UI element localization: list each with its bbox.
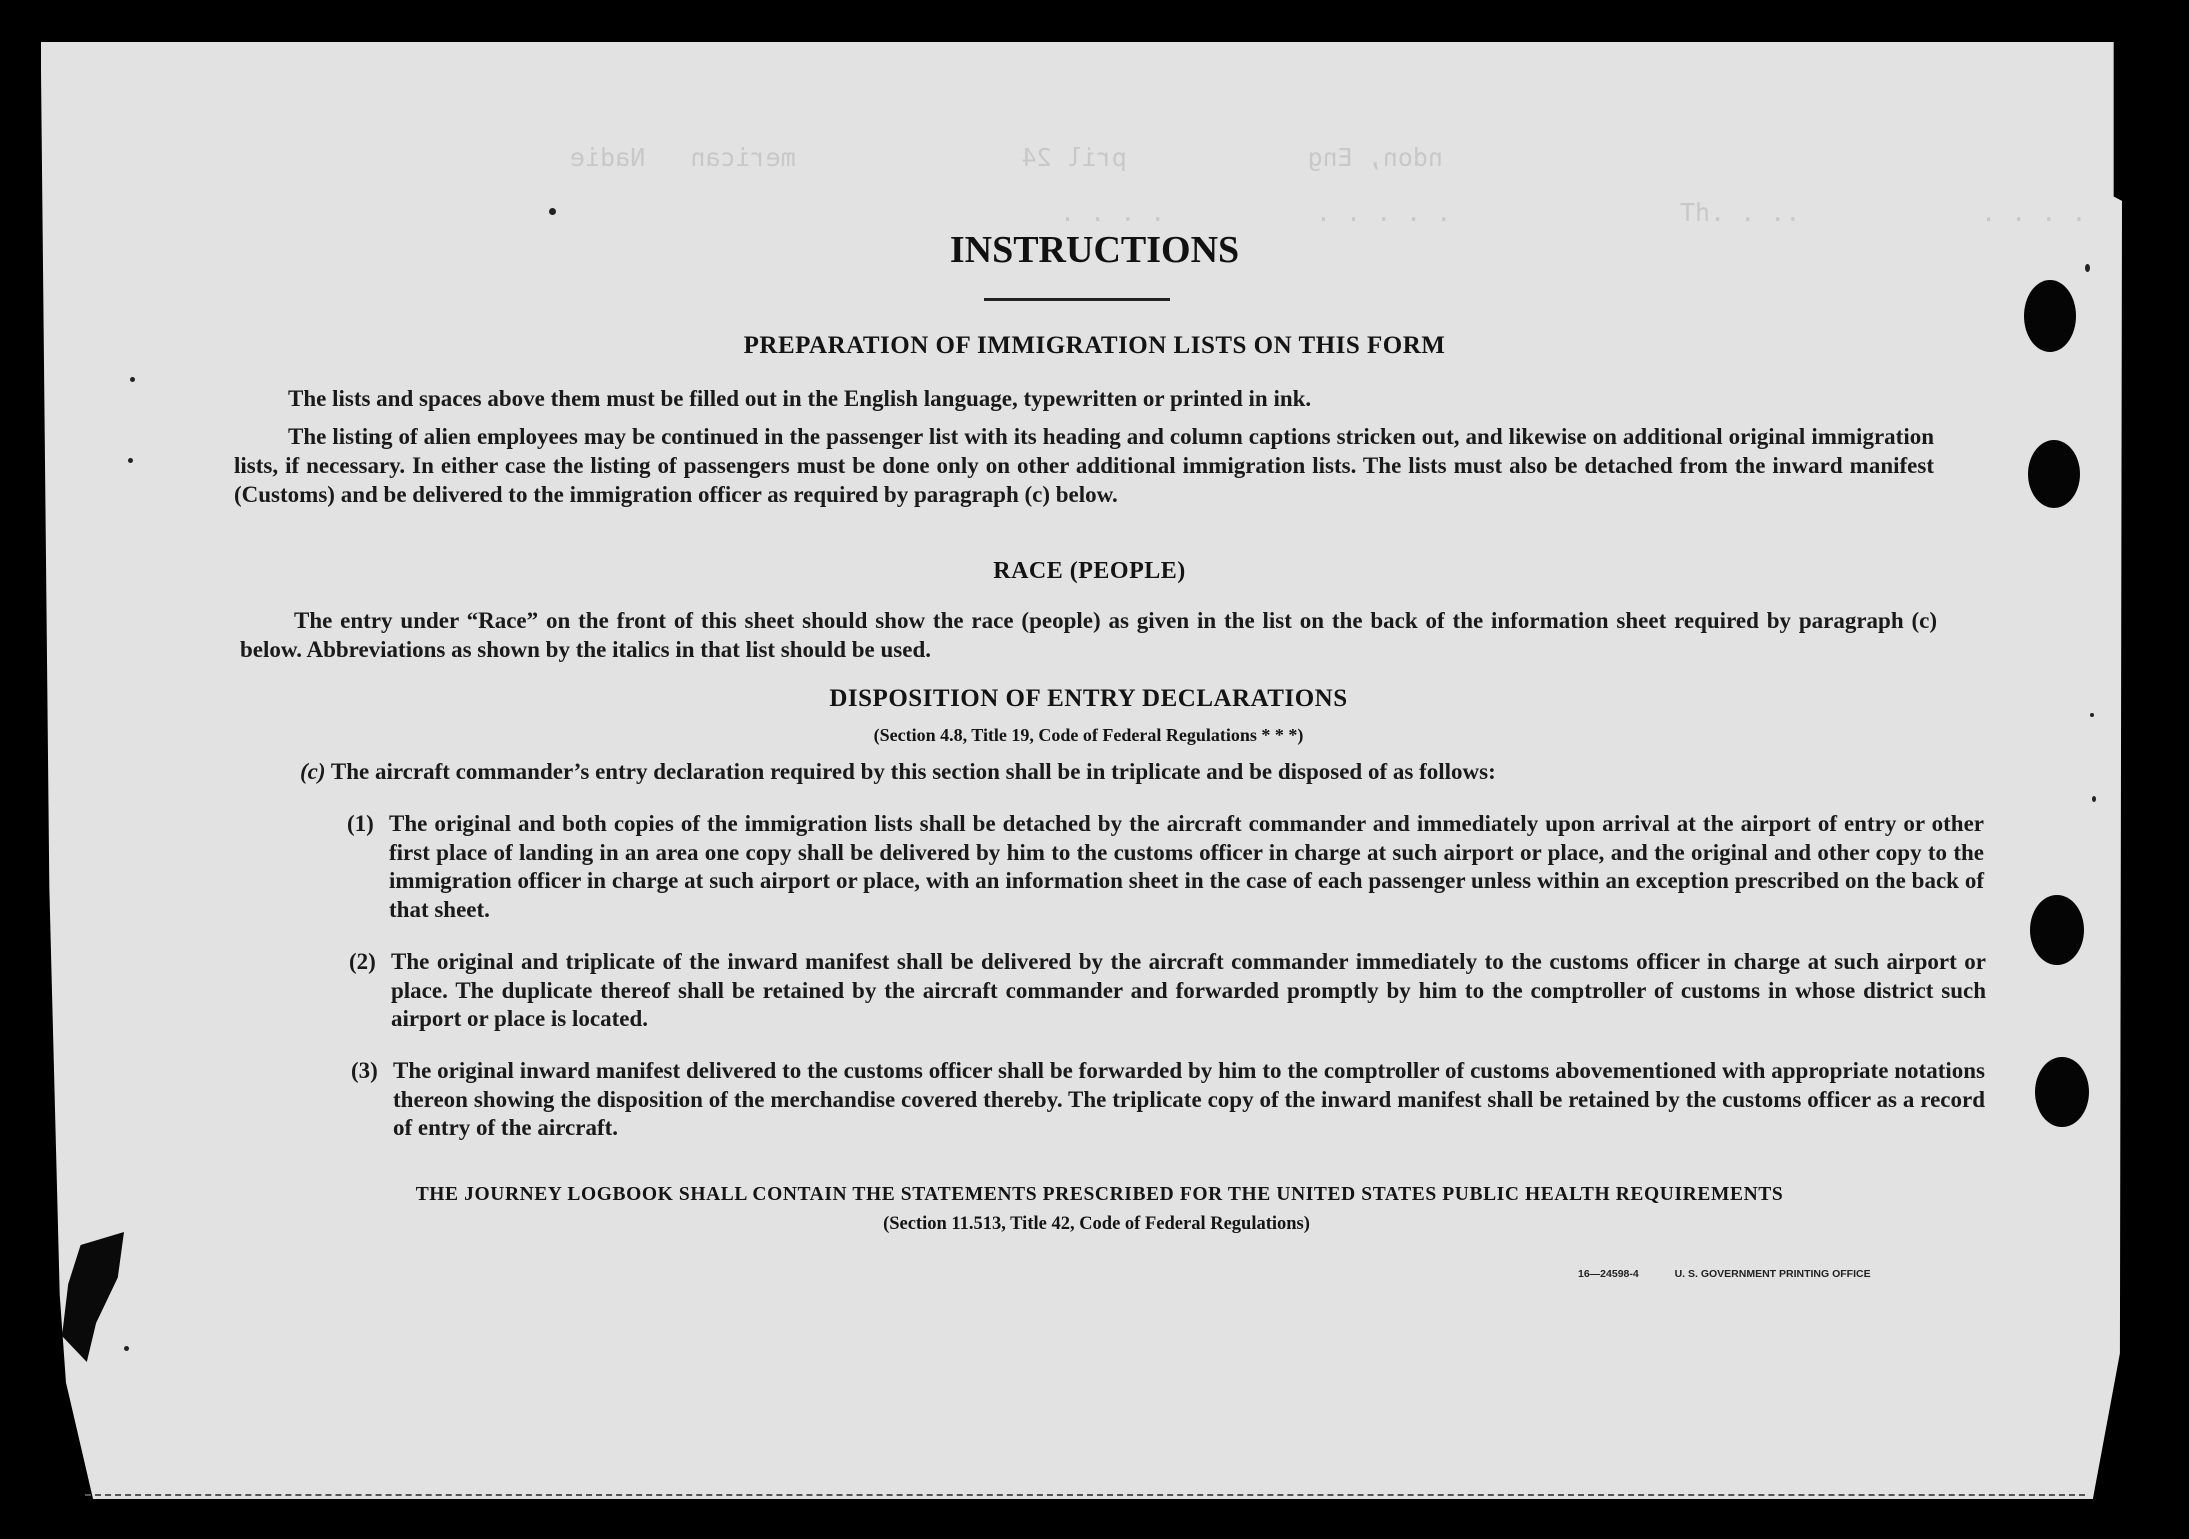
list-item-2	[349, 948, 1986, 1034]
list-item-number: (2)	[349, 949, 376, 974]
speck	[128, 458, 133, 463]
heading-race: RACE (PEOPLE)	[993, 558, 1186, 584]
printer-imprint	[1578, 1268, 1871, 1280]
heading-preparation: PREPARATION OF IMMIGRATION LISTS ON THIS FORM	[743, 332, 1446, 359]
punch-hole-4	[2035, 1057, 2089, 1127]
list-item-1	[347, 810, 1984, 924]
title-underline	[984, 298, 1170, 301]
bottom-edge-line	[85, 1494, 2085, 1496]
speck	[130, 377, 135, 382]
list-item-text: The original inward manifest delivered to the customs officer shall be forwarded by him to the comptroller of customs abovementioned with appropriate notations thereon showing the disposition of the merchandise covered thereby. The triplicate copy of the inward manifest shall be retained by the customs officer as a record of entry of the aircraft.	[393, 1058, 1985, 1140]
speck	[2090, 713, 2094, 717]
paragraph-lists-language: The lists and spaces above them must be filled out in the English language, typewritten or printed in ink.	[288, 386, 1312, 411]
intro-paragraph-c	[300, 757, 1940, 786]
speck	[124, 1346, 129, 1351]
speck	[2092, 796, 2096, 802]
bleed-through-line-1: ndon, Eng pril 24 merican Nadie	[570, 143, 1443, 172]
list-item-text: The original and triplicate of the inward manifest shall be delivered by the aircraft commander immediately to the customs officer in charge at such airport or place. The duplicate thereof shall be retained by the aircraft commander and forwarded promptly by him to the comptroller of customs in whose district such airport or place is located.	[391, 949, 1986, 1031]
list-item-text: The original and both copies of the immigration lists shall be detached by the aircraft commander and immediately upon arrival at the airport of entry or other first place of landing in an area one copy shall be delivered by him to the customs officer in charge at such airport or place, and the original and other copy to the immigration officer in charge at such airport or place, with an information sheet in the case of each passenger unless within an exception prescribed on the back of that sheet.	[389, 811, 1984, 922]
intro-text: The aircraft commander’s entry declaration required by this section shall be in triplicate and be disposed of as follows:	[330, 759, 1496, 784]
intro-label: (c)	[300, 759, 326, 784]
bleed-through-line-3: Th. . .. . . . .	[1680, 198, 2177, 227]
page-title: INSTRUCTIONS	[949, 229, 1240, 271]
citation-section-11-513: (Section 11.513, Title 42, Code of Federal Regulations)	[883, 1214, 1310, 1234]
public-health-statement: THE JOURNEY LOGBOOK SHALL CONTAIN THE STATEMENTS PRESCRIBED FOR THE UNITED STATES PUBLIC HEALTH REQUIREMENTS	[415, 1184, 1784, 1205]
bleed-through-line-2: . . . . . . . . .	[1060, 198, 1527, 227]
punch-hole-2	[2028, 440, 2080, 508]
paragraph-alien-employees: The listing of alien employees may be continued in the passenger list with its heading and column captions stricken out, and likewise on additional original immigration lists, if necessary. In either case the listing of passengers must be done only on other additional immigration lists. The lists must also be detached from the inward manifest (Customs) and be delivered to the immigration officer as required by paragraph (c) below.	[234, 424, 1934, 507]
citation-section-4-8: (Section 4.8, Title 19, Code of Federal Regulations * * *)	[873, 725, 1304, 745]
punch-hole-3	[2030, 895, 2084, 965]
speck	[549, 208, 556, 215]
paragraph-race: The entry under “Race” on the front of this sheet should show the race (people) as given in the list on the back of the information sheet required by paragraph (c) below. Abbreviations as shown by the italics in that list should be used.	[240, 608, 1937, 662]
list-item-number: (3)	[351, 1058, 378, 1083]
form-number: 16—24598-4	[1578, 1268, 1639, 1280]
list-item-number: (1)	[347, 811, 374, 836]
punch-hole-1	[2024, 280, 2076, 352]
list-item-3	[351, 1057, 1985, 1143]
printing-office: U. S. GOVERNMENT PRINTING OFFICE	[1674, 1268, 1871, 1280]
heading-disposition: DISPOSITION OF ENTRY DECLARATIONS	[829, 685, 1348, 712]
speck	[2085, 264, 2090, 272]
